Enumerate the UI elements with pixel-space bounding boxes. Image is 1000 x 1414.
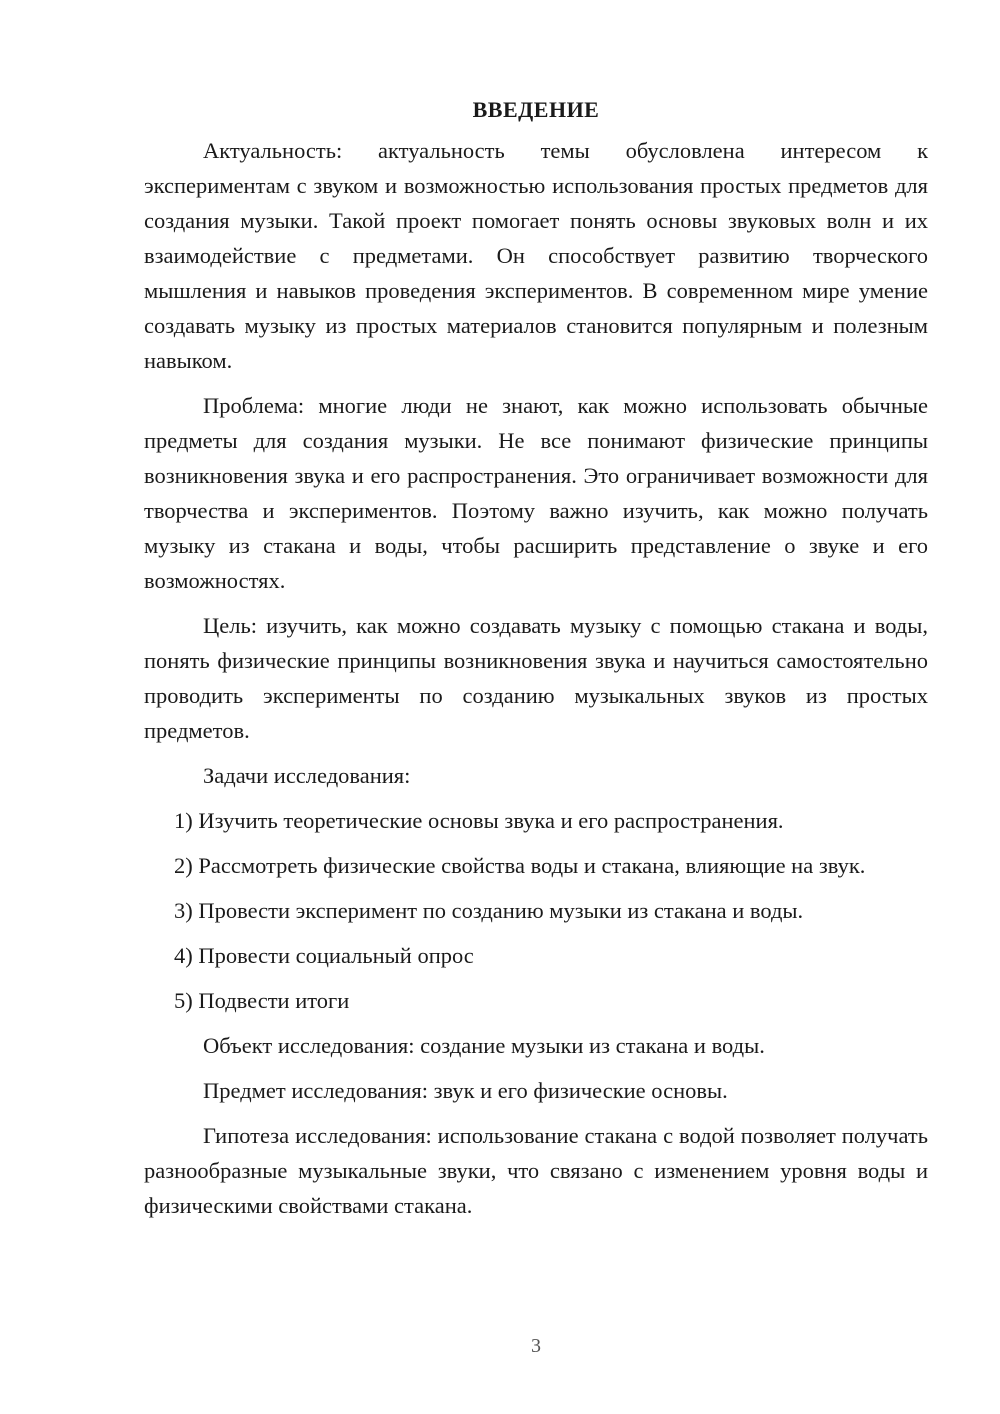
paragraph-hypothesis: Гипотеза исследования: использование стакана с водой позволяет получать разнообразные музыкальные звуки, что связано с изменением уровня воды и физическими свойствами стакана.	[144, 1123, 928, 1218]
task-item-5: 5) Подвести итоги	[174, 988, 350, 1013]
task-item-1: 1) Изучить теоретические основы звука и его распространения.	[174, 808, 784, 833]
paragraph-problem: Проблема: многие люди не знают, как можно использовать обычные предметы для создания музыки. Не все понимают физические принципы возникновения звука и его распространения. Это ограничивает возможности для творчества и экспериментов. Поэтому важно изучить, как можно получать музыку из стакана и воды, чтобы расширить представление о звуке и его возможностях.	[144, 393, 928, 593]
paragraph-relevance: Актуальность: актуальность темы обусловлена интересом к экспериментам с звуком и возможностью использования простых предметов для создания музыки. Такой проект помогает понять основы звуковых волн и их взаимодействие с предметами. Он способствует развитию творческого мышления и навыков проведения экспериментов. В современном мире умение создавать музыку из простых материалов становится популярным и полезным навыком.	[144, 138, 928, 373]
task-item-3: 3) Провести эксперимент по созданию музыки из стакана и воды.	[174, 898, 804, 923]
paragraph-subject: Предмет исследования: звук и его физические основы.	[203, 1078, 728, 1103]
section-title: ВВЕДЕНИЕ	[472, 97, 600, 122]
paragraph-object: Объект исследования: создание музыки из стакана и воды.	[203, 1033, 765, 1058]
task-item-2: 2) Рассмотреть физические свойства воды и стакана, влияющие на звук.	[174, 853, 866, 878]
page-number: 3	[531, 1335, 541, 1357]
paragraph-tasks-heading: Задачи исследования:	[203, 763, 411, 788]
document-page	[144, 92, 928, 1233]
paragraph-goal: Цель: изучить, как можно создавать музыку с помощью стакана и воды, понять физические принципы возникновения звука и научиться самостоятельно проводить эксперименты по созданию музыкальных звуков из простых предметов.	[144, 613, 928, 743]
task-item-4: 4) Провести социальный опрос	[174, 943, 474, 968]
